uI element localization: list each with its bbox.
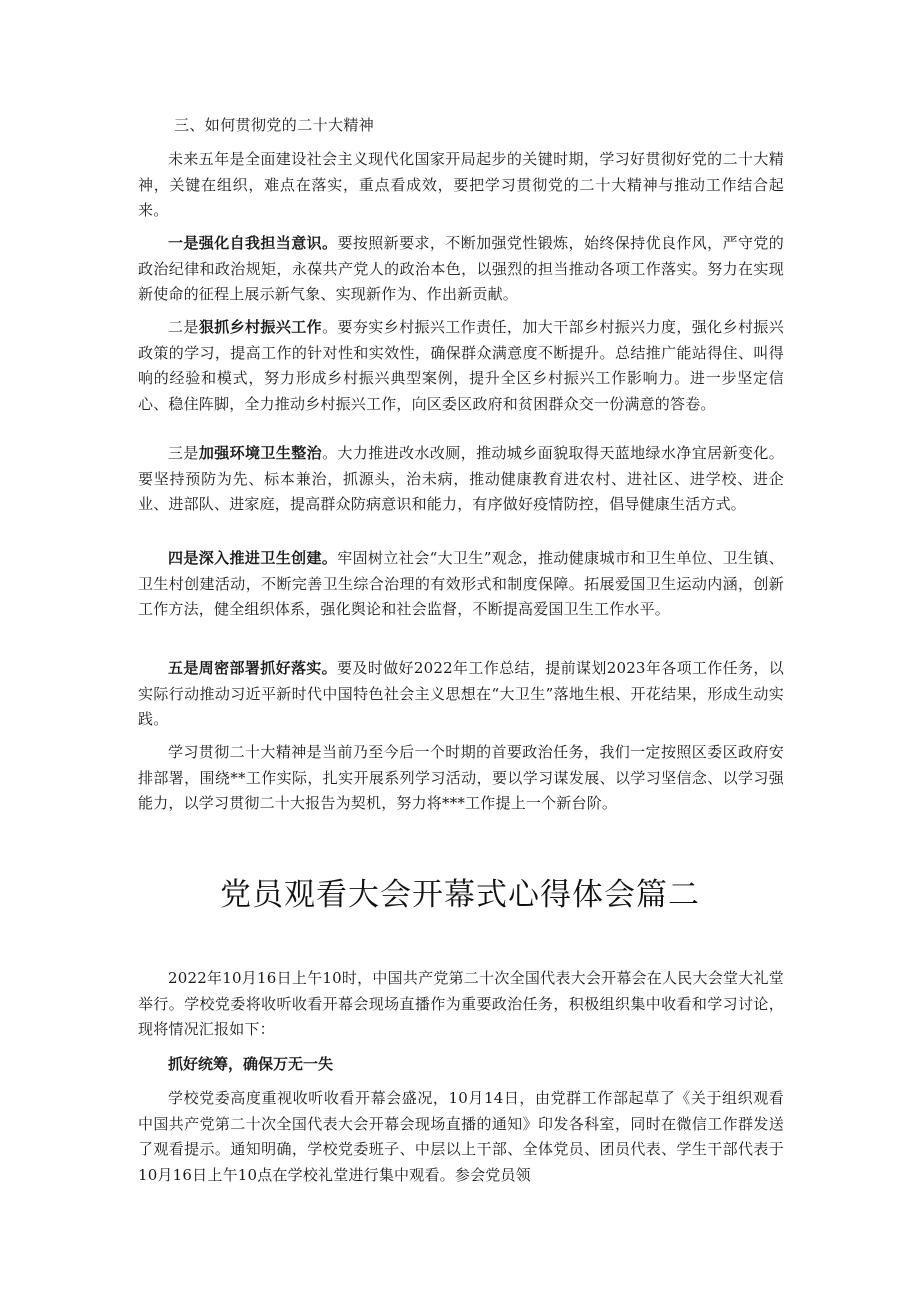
point-2-prefix: 二是 [168,318,199,336]
point-2-body: 要夯实乡村振兴工作责任，加大干部乡村振兴力度，强化乡村振兴政策的学习，提高工作的针对性和实效性，确保群众满意度不断提升。总结推广能站得住、叫得响的经验和模式，努力形成乡村振兴典型案例，提升全区乡村振兴工作影响力。进一步坚定信心、稳住阵脚，全力推动乡村振兴工作，向区委区政府和贫困群众交一份满意的答卷。 [138,318,784,413]
article-title: 党员观看大会开幕式心得体会篇二 [220,877,700,913]
point-5-body: 要及时做好2022年工作总结，提前谋划2023年各项工作任务，以实际行动推动习近平新时代中国特色社会主义思想在“大卫生”落地生根、开花结果，形成生动实践。 [138,659,784,728]
point-4-lead: 四是深入推进卫生创建。 [168,549,338,567]
paragraph-point-2 [138,315,784,417]
paragraph-conclusion: 学习贯彻二十大精神是当前乃至今后一个时期的首要政治任务，我们一定按照区委区政府安排部署，围绕**工作实际，扎实开展系列学习活动，要以学习谋发展、以学习坚信念、以学习强能力，以学习贯彻二十大报告为契机，努力将***工作提上一个新台阶。 [138,743,784,812]
article-body: 学校党委高度重视收听收看开幕会盛况，10月14日，由党群工作部起草了《关于组织观看中国共产党第二十次全国代表大会开幕会现场直播的通知》印发各科室，同时在微信工作群发送了观看提示。通知明确，学校党委班子、中层以上干部、全体党员、团员代表、学生干部代表于10月16日上午10点在学校礼堂进行集中观看。参会党员领 [138,1089,784,1184]
point-3-body: 大力推进改水改厕，推动城乡面貌取得天蓝地绿水净宜居新变化。要坚持预防为先、标本兼治，抓源头，治未病，推动健康教育进农村、进社区、进学校、进企业、进部队、进家庭，提高群众防病意识和能力，有序做好疫情防控，倡导健康生活方式。 [138,444,784,513]
paragraph-point-4 [138,546,784,623]
point-1-body: 要按照新要求，不断加强党性锻炼，始终保持优良作风，严守党的政治纪律和政治规矩，永葆共产党人的政治本色，以强烈的担当推动各项工作落实。努力在实现新使命的征程上展示新气象、实现新作为、作出新贡献。 [138,234,785,303]
article-subheading: 抓好统筹，确保万无一失 [168,1055,334,1073]
paragraph-intro: 未来五年是全面建设社会主义现代化国家开局起步的关键时期，学习好贯彻好党的二十大精神，关键在组织，难点在落实，重点看成效，要把学习贯彻党的二十大精神与推动工作结合起来。 [138,150,784,219]
paragraph-point-5 [138,656,784,733]
point-2-lead: 狠抓乡村振兴工作 [198,318,323,336]
point-2-suffix: 。 [322,318,338,336]
point-5-lead: 五是周密部署抓好落实。 [168,659,338,677]
point-1-lead: 一是强化自我担当意识。 [168,234,338,252]
point-3-suffix: 。 [322,444,338,462]
point-3-lead: 加强环境卫生整治 [198,444,323,462]
paragraph-point-3 [138,441,784,518]
point-3-prefix: 三是 [168,444,199,462]
section-heading: 三、如何贯彻党的二十大精神 [174,116,375,134]
point-4-body: 牢固树立社会“大卫生”观念，推动健康城市和卫生单位、卫生镇、卫生村创建活动，不断完善卫生综合治理的有效形式和制度保障。拓展爱国卫生运动内涵，创新工作方法，健全组织体系，强化舆论和社会监督，不断提高爱国卫生工作水平。 [138,549,785,618]
article-intro: 2022年10月16日上午10时，中国共产党第二十次全国代表大会开幕会在人民大会堂大礼堂举行。学校党委将收听收看开幕会现场直播作为重要政治任务，积极组织集中收看和学习讨论，现将情况汇报如下： [138,969,784,1038]
paragraph-point-1 [138,231,784,308]
